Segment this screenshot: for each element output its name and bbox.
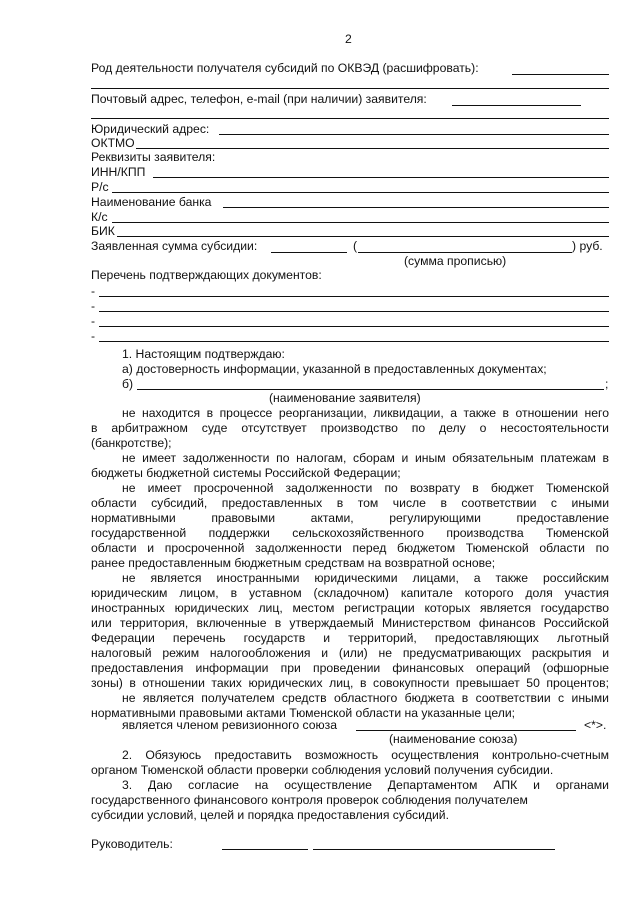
document-field-1[interactable] (99, 296, 609, 297)
cond4-line3: иностранных юридических лиц, местом регистрации которых является государство (91, 601, 609, 615)
document-dash-1: - (91, 284, 96, 298)
head-signature-field[interactable] (222, 849, 308, 850)
cond4-line5: Федерации перечень государств и территорий, предоставляющих льготный (91, 631, 609, 645)
ks-field[interactable] (112, 222, 609, 223)
document-field-3[interactable] (99, 326, 609, 327)
cond4-line4: или территория, включенные в утверждаемый Министерством финансов Российской (91, 616, 609, 630)
document-dash-2: - (91, 299, 96, 313)
cond4-line7: предоставления информации при проведении финансовых операций (офшорные (91, 661, 609, 675)
cond1-line2: в арбитражном суде отсутствует производство по делу о несостоятельности (91, 421, 609, 435)
p3-line1: 3. Даю согласие на осуществление Департаментом АПК и органами (122, 778, 609, 792)
p3-line2: государственного финансового контроля проверок соблюдения получателем (91, 793, 528, 807)
p1-heading: 1. Настоящим подтверждаю: (122, 347, 285, 361)
cond3-line6: ранее предоставленным бюджетным средствам на возвратной основе; (91, 556, 496, 570)
legal-address-field[interactable] (219, 134, 609, 135)
amount-field[interactable] (271, 252, 347, 253)
applicant-name-field[interactable] (137, 389, 604, 390)
address-field[interactable] (452, 105, 581, 106)
p2-line1: 2. Обязуюсь предоставить возможность осуществления контрольно-счетным (122, 748, 609, 762)
requisites-label: Реквизиты заявителя: (91, 150, 216, 164)
amount-words-caption: (сумма прописью) (404, 254, 507, 268)
amount-currency: ) руб. (572, 239, 603, 253)
p1-item-b-suffix: ; (605, 377, 609, 391)
okved-field[interactable] (512, 74, 609, 75)
bik-label: БИК (91, 224, 115, 238)
amount-label: Заявленная сумма субсидии: (91, 239, 258, 253)
cond2-line1: не имеет задолженности по налогам, сборам и иным обязательным платежам в (122, 451, 609, 465)
address-field-line2[interactable] (91, 118, 609, 119)
cond2-line2: бюджеты бюджетной системы Российской Федерации; (91, 466, 401, 480)
cond4-line2: юридическим лицом, в уставном (складочном) капитале которого доля участия (91, 586, 609, 600)
p1-item-a: а) достоверность информации, указанной в предоставленных документах; (122, 362, 547, 376)
document-field-4[interactable] (99, 341, 609, 342)
amount-open-paren: ( (353, 239, 358, 253)
p3-line3: субсидии условий, целей и порядка предоставления субсидий. (91, 808, 449, 822)
p1-item-b-prefix: б) (122, 377, 134, 391)
ks-label: К/с (91, 210, 108, 224)
head-label: Руководитель: (91, 837, 173, 851)
cond5-line1: не является получателем средств областного бюджета в соответствии с иными (122, 691, 609, 705)
cond1-line1: не находится в процессе реорганизации, ликвидации, а также в отношении него (122, 406, 609, 420)
amount-words-field[interactable] (358, 252, 572, 253)
rs-field[interactable] (112, 192, 609, 193)
inn-label: ИНН/КПП (91, 165, 146, 179)
address-label: Почтовый адрес, телефон, e-mail (при наличии) заявителя: (91, 92, 427, 106)
cond4-line6: налоговый режим налогообложения и (или) не предусматривающих раскрытия и (91, 646, 609, 660)
cond3-line4: государственной поддержки сельскохозяйственного производства Тюменской (91, 526, 609, 540)
p2-line2: органом Тюменской области проверки соблюдения условий получения субсидии. (91, 763, 554, 777)
cond1-line3: (банкротстве); (91, 436, 172, 450)
union-caption: (наименование союза) (389, 732, 518, 746)
oktmo-field[interactable] (136, 148, 609, 149)
cond3-line3: нормативными правовыми актами, регулирующими предоставление (91, 511, 609, 525)
cond6-prefix: является членом ревизионного союза (122, 718, 338, 732)
okved-label: Род деятельности получателя субсидий по ОКВЭД (расшифровать): (91, 61, 479, 75)
head-name-field[interactable] (313, 849, 555, 850)
document-dash-3: - (91, 314, 96, 328)
union-name-field[interactable] (356, 730, 576, 731)
bank-field[interactable] (223, 207, 609, 208)
okved-field-line2[interactable] (91, 88, 609, 89)
bik-field[interactable] (117, 236, 609, 237)
page-number: 2 (345, 32, 352, 46)
cond5-line2: нормативными правовыми актами Тюменской области на указанные цели; (91, 706, 516, 720)
applicant-caption: (наименование заявителя) (269, 391, 421, 405)
document-field-2[interactable] (99, 311, 609, 312)
legal-address-label: Юридический адрес: (91, 122, 210, 136)
cond3-line2: области субсидий, предоставленных в том числе в соответствии с иными (91, 496, 609, 510)
cond4-line8: зоны) в отношении таких юридических лиц, в совокупности превышает 50 процентов; (91, 676, 609, 690)
rs-label: Р/с (91, 180, 109, 194)
documents-label: Перечень подтверждающих документов: (91, 268, 322, 282)
cond3-line1: не имеет просроченной задолженности по возврату в бюджет Тюменской (122, 481, 609, 495)
document-dash-4: - (91, 329, 96, 343)
bank-label: Наименование банка (91, 195, 212, 209)
cond4-line1: не является иностранными юридическими лицами, а также российским (122, 571, 609, 585)
inn-field[interactable] (153, 177, 609, 178)
cond6-footnote-mark: <*>. (584, 718, 607, 732)
oktmo-label: ОКТМО (91, 136, 135, 150)
cond3-line5: области и просроченной задолженности перед бюджетом Тюменской области по (91, 541, 609, 555)
